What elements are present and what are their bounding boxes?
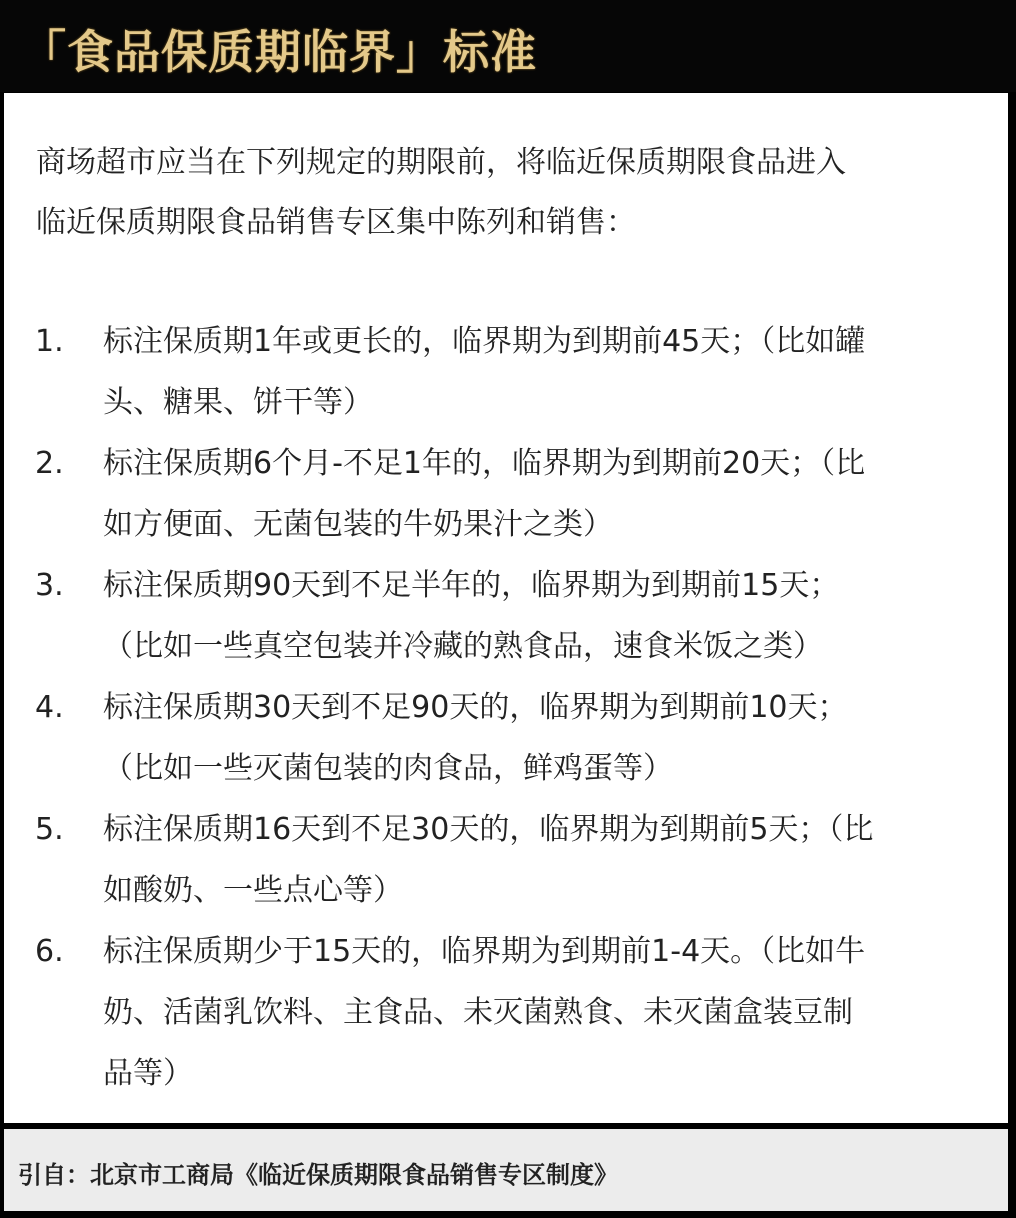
item-line: 奶、活菌乳饮料、主食品、未灭菌熟食、未灭菌盒装豆制 [103,995,853,1030]
item-text [103,799,1008,921]
page-title: 「食品保质期临界」标准 [20,25,537,79]
intro-paragraph [36,133,846,253]
item-number: 3. [35,568,64,603]
item-number: 1. [35,324,64,359]
item-text [103,555,1008,677]
item-number: 6. [35,934,64,969]
item-line: 品等） [103,1056,193,1091]
item-text [103,677,1008,799]
item-line: 标注保质期少于15天的，临界期为到期前1-4天。（比如牛 [103,934,866,969]
item-line: 如方便面、无菌包装的牛奶果汁之类） [103,507,613,542]
item-text [103,433,1008,555]
list-item [4,677,1008,799]
intro-line: 临近保质期限食品销售专区集中陈列和销售： [36,205,636,240]
item-line: 标注保质期90天到不足半年的，临界期为到期前15天； [103,568,840,603]
source-footer [4,1129,1008,1211]
list-item [4,555,1008,677]
item-line: 标注保质期16天到不足30天的，临界期为到期前5天；（比 [103,812,874,847]
item-line: 标注保质期6个月-不足1年的，临界期为到期前20天；（比 [103,446,866,481]
item-number: 2. [35,446,64,481]
item-line: 如酸奶、一些点心等） [103,873,403,908]
item-text [103,921,1008,1104]
item-line: （比如一些真空包装并冷藏的熟食品，速食米饭之类） [103,629,823,664]
rules-list [4,311,1008,1104]
intro-line: 商场超市应当在下列规定的期限前，将临近保质期限食品进入 [36,145,846,180]
item-number: 5. [35,812,64,847]
title-banner [0,0,1016,92]
list-item [4,799,1008,921]
list-item [4,921,1008,1104]
source-citation: 引自：北京市工商局《临近保质期限食品销售专区制度》 [18,1161,618,1189]
item-number: 4. [35,690,64,725]
content-panel [4,93,1008,1123]
list-item [4,433,1008,555]
item-line: 标注保质期1年或更长的，临界期为到期前45天；（比如罐 [103,324,866,359]
item-line: 头、糖果、饼干等） [103,385,373,420]
item-line: 标注保质期30天到不足90天的，临界期为到期前10天； [103,690,848,725]
item-text [103,311,1008,433]
list-item [4,311,1008,433]
item-line: （比如一些灭菌包装的肉食品，鲜鸡蛋等） [103,751,673,786]
